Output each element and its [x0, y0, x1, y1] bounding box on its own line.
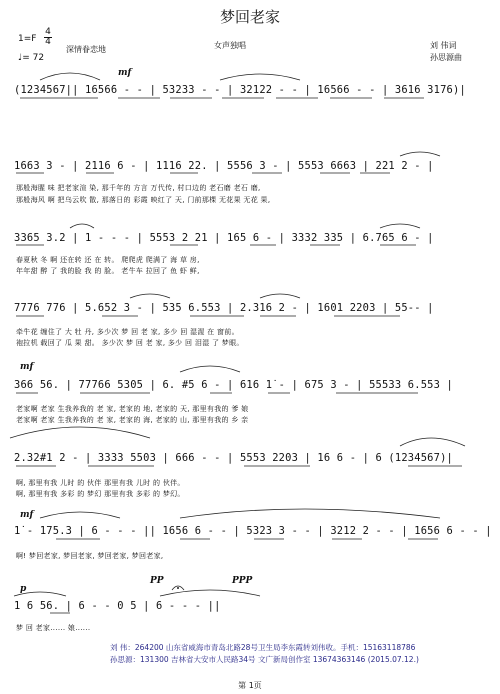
lyric-line-1: 啊! 梦回老家, 梦回老家, 梦回老家, 梦回老家, — [16, 552, 164, 560]
slur-mark — [130, 294, 170, 298]
lyric-line-2: 那般海风 啊 把乌云吹 散, 那落日的 彩霞 映红了 天, 门前那棵 无花果 无花 果, — [16, 196, 271, 204]
slur-mark — [400, 438, 465, 446]
notation-line: 3365 3.2 | 1 - - - | 5553 2 21 | 165 6 - | 3332 335 | 6.765 6 - | — [14, 232, 434, 244]
lyric-line-2: 年年甜 醉 了 我的脸 我 的 脸。 老牛车 拉回了 鱼 虾 鲜, — [16, 267, 200, 275]
notation-line: 1 6 56. | 6 - - 0 5 | 6 - - - || — [14, 600, 221, 612]
slur-mark — [40, 73, 100, 80]
dynamic-mark: PP — [150, 576, 164, 586]
notation-line: 2.32#1 2 - | 3333 5503 | 666 - - | 5553 2203 | 16 6 - | 6 (1234567)| — [14, 452, 453, 464]
key-signature: 1=F — [18, 34, 37, 44]
lyric-line-1: 梦 回 老家...... 娘...... — [16, 624, 91, 632]
slur-mark — [260, 294, 300, 298]
dynamic-mark: p — [20, 584, 27, 594]
lyric-line-1: 那般海腥 味 把老家渲 染, 那千年的 方言 万代传, 村口边的 老石磨 老石 磨, — [16, 184, 261, 192]
fermata-mark — [172, 586, 184, 590]
slur-mark — [160, 590, 260, 596]
expression-mark: 深情眷恋地 — [66, 45, 106, 54]
dynamic-mark: mf — [20, 510, 34, 520]
subtitle: 女声独唱 — [214, 41, 246, 50]
slur-mark — [220, 74, 300, 80]
slur-mark — [10, 427, 150, 438]
meter-bottom: 4 — [45, 37, 51, 47]
dynamic-mark: PPP — [232, 576, 253, 586]
lyric-line-1: 老家啊 老家 生我养我的 老 家, 老家的 地, 老家的 天, 那里有我的 爹 娘 — [16, 405, 249, 413]
lyricist-credit: 刘 伟词 — [430, 41, 457, 50]
notation-line: (1234567|| 1656̇6 - - | 53233 - - | 32122 - - | 16566 - - | 3616 3176)| — [14, 84, 466, 96]
slur-mark — [180, 366, 240, 372]
slur-mark — [380, 224, 420, 228]
dynamic-mark: mf — [118, 68, 132, 78]
footer-contact-1: 刘 伟：264200 山东省威海市青岛北路28号卫生局李东霞转刘伟收。手机：15163118786 — [110, 643, 416, 652]
footer-contact-2: 孙思源：131300 吉林省大安市人民路34号 文广新局创作室 13674363146 (2015.07.12.) — [110, 655, 419, 664]
notation-line: 366 56. | 77766 5305 | 6. #5 6 - | 616 1̇ - | 675 3 - | 55533 6.553 | — [14, 379, 453, 391]
composer-credit: 孙思源曲 — [430, 53, 462, 62]
dynamic-mark: mf — [20, 362, 34, 372]
lyric-line-1: 牵牛花 缠住了 大 牡 丹, 多少次 梦 回 老 家, 多少 回 湿渥 在 窗前。 — [16, 328, 239, 336]
page-number: 第 1页 — [238, 681, 262, 690]
slur-mark — [400, 152, 440, 156]
time-signature — [44, 28, 52, 47]
tempo-mark: ♩= 72 — [18, 53, 45, 63]
lyric-line-2: 啊, 那里有我 多彩 的 梦幻 那里有我 多彩 的 梦幻。 — [16, 490, 185, 498]
notation-line: 7776 776 | 5.652 3 - | 535 6.553 | 2.316 2 - | 1601 2203 | 55-- | — [14, 302, 434, 314]
fermata-dot — [177, 587, 179, 589]
lyric-line-1: 春夏秋 冬 啊 还在转 还 在 转。 爬爬虎 爬满了 海 草 房, — [16, 256, 200, 264]
song-title: 梦回老家 — [219, 8, 280, 26]
lyric-line-2: 袍拉机 载回了 瓜 果 甜。 多少次 梦 回 老 家, 多少 回 泪湿 了 梦眼。 — [16, 339, 244, 347]
lyric-line-2: 老家啊 老家 生我养我的 老 家, 老家的 海, 老家的 山, 那里有我的 乡 亲 — [16, 416, 249, 424]
notation-line: 1̇ - 175.3 | 6 - - - || 1656 6 - - | 5323 3 - - | 3212 2 - - | 1656 6 - - | — [14, 525, 492, 537]
notation-line: 1663 3 - | 2116 6 - | 1116 22. | 5556 3 - | 5553 6663 | 221 2 - | — [14, 160, 434, 172]
slur-mark — [180, 509, 440, 518]
slur-mark — [40, 512, 120, 518]
slur-mark — [70, 224, 94, 228]
meter-top: 4 — [45, 27, 51, 37]
lyric-line-1: 啊, 那里有我 儿时 的 伙伴 那里有我 儿时 的 伙伴。 — [16, 479, 185, 487]
